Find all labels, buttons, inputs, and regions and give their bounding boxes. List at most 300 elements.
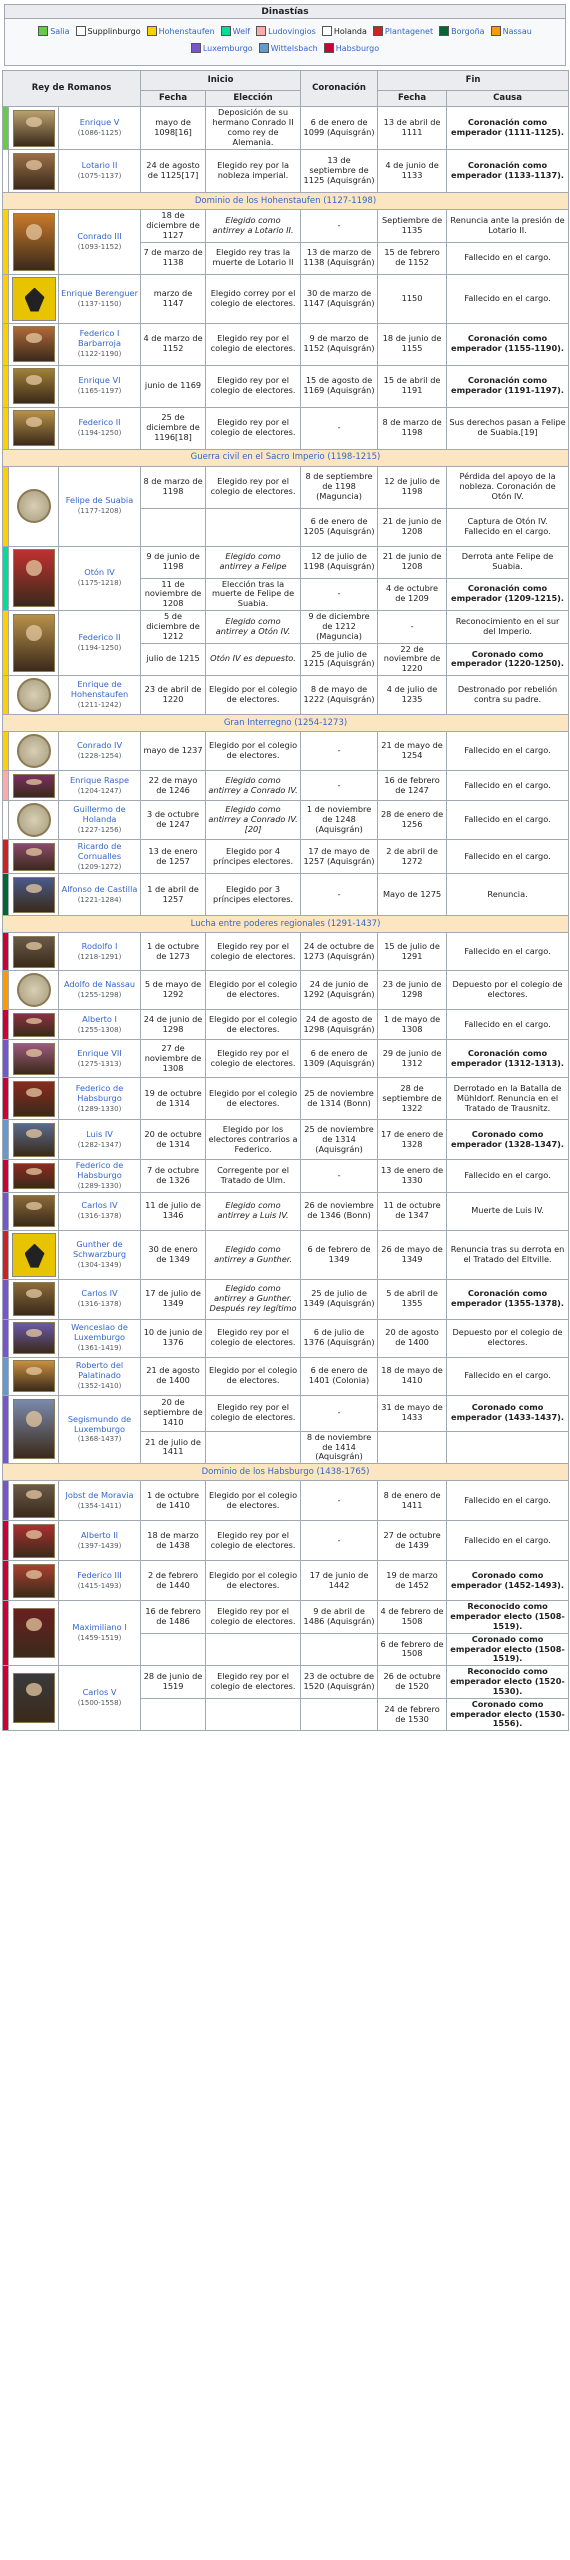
king-name-cell xyxy=(59,1230,141,1279)
election xyxy=(206,1431,301,1464)
end-date: 4 de octubre de 1209 xyxy=(378,578,447,611)
portrait-image xyxy=(17,803,51,837)
portrait-image xyxy=(13,774,55,798)
king-years: (1316-1378) xyxy=(77,1300,122,1309)
election: Elegido por el colegio de electores. xyxy=(206,1357,301,1395)
table-row xyxy=(3,466,569,508)
cause: Reconocido como emperador electo (1520-1530). xyxy=(447,1666,569,1699)
election xyxy=(206,1698,301,1731)
king-name-link[interactable]: Enrique VII xyxy=(77,1047,122,1058)
election: Deposición de su hermano Conrado II como rey de Alemania. xyxy=(206,107,301,150)
end-date xyxy=(378,1431,447,1464)
king-name-link[interactable]: Conrado III xyxy=(77,230,122,241)
end-date: 1 de mayo de 1308 xyxy=(378,1010,447,1040)
table-row xyxy=(3,1040,569,1078)
legend-swatch xyxy=(256,26,266,36)
cause: Fallecido en el cargo. xyxy=(447,242,569,274)
cause: Pérdida del apoyo de la nobleza. Coronación de Otón IV. xyxy=(447,466,569,508)
portrait-image xyxy=(17,678,51,712)
start-date: 18 de marzo de 1438 xyxy=(141,1521,206,1561)
king-name-link[interactable]: Alberto I xyxy=(82,1013,117,1024)
coronation: 6 de enero de 1099 (Aquisgrán) xyxy=(301,107,378,150)
king-name-cell xyxy=(59,1666,141,1731)
legend-title: Dinastías xyxy=(5,5,565,19)
legend-item[interactable] xyxy=(324,40,379,57)
king-name-link[interactable]: Otón IV xyxy=(84,567,115,578)
election: Elegido rey por el colegio de electores. xyxy=(206,1666,301,1699)
start-date xyxy=(141,508,206,546)
portrait-cell xyxy=(9,611,59,676)
coronation: 17 de junio de 1442 xyxy=(301,1561,378,1601)
king-name-link[interactable]: Rodolfo I xyxy=(81,940,118,951)
coronation: 1 de noviembre de 1248 (Aquisgrán) xyxy=(301,801,378,840)
start-date: 10 de junio de 1376 xyxy=(141,1319,206,1357)
election: Elegido por los electores contrarios a Federico. xyxy=(206,1120,301,1160)
cause xyxy=(447,1431,569,1464)
king-name-link[interactable]: Ricardo de Cornualles xyxy=(77,840,122,861)
header-coronacion: Coronación xyxy=(301,71,378,107)
election: Elegido rey por el colegio de electores. xyxy=(206,365,301,407)
king-name-cell xyxy=(59,466,141,546)
legend-label: Nassau xyxy=(502,27,532,36)
start-date: 8 de marzo de 1198 xyxy=(141,466,206,508)
election xyxy=(206,1633,301,1666)
start-date xyxy=(141,1633,206,1666)
portrait-cell xyxy=(9,1666,59,1731)
section-title[interactable]: Guerra civil en el Sacro Imperio (1198-1215) xyxy=(3,449,569,466)
header-eleccion: Elección xyxy=(206,91,301,107)
king-name-link[interactable]: Enrique VI xyxy=(78,375,121,386)
coronation: 6 de enero de 1309 (Aquisgrán) xyxy=(301,1040,378,1078)
end-date: 4 de julio de 1235 xyxy=(378,676,447,715)
cause: Fallecido en el cargo. xyxy=(447,933,569,971)
portrait-cell xyxy=(9,971,59,1010)
portrait-cell xyxy=(9,1561,59,1601)
election: Elegido como antirrey a Felipe xyxy=(206,546,301,578)
king-name-cell xyxy=(59,1120,141,1160)
legend-item[interactable] xyxy=(221,23,250,40)
king-years: (1086-1125) xyxy=(77,129,122,137)
election: Elegido correy por el colegio de electores. xyxy=(206,274,301,323)
coronation: 23 de octubre de 1520 (Aquisgrán) xyxy=(301,1666,378,1699)
legend-label: Borgoña xyxy=(451,27,485,36)
cause: Coronado como emperador electo (1508-1519). xyxy=(447,1633,569,1666)
portrait-cell xyxy=(9,274,59,323)
portrait-cell xyxy=(9,150,59,193)
election: Elegido por el colegio de electores. xyxy=(206,1078,301,1120)
legend-item[interactable] xyxy=(439,23,484,40)
legend-swatch xyxy=(373,26,383,36)
legend-label: Holanda xyxy=(333,27,367,36)
table-row xyxy=(3,933,569,971)
portrait-cell xyxy=(9,1040,59,1078)
legend-item xyxy=(322,23,367,40)
portrait-image xyxy=(13,153,55,190)
coronation: - xyxy=(301,1395,378,1431)
legend-item[interactable] xyxy=(38,23,69,40)
king-name-link[interactable]: Luis IV xyxy=(86,1128,113,1139)
king-name-link[interactable]: Wenceslao de Luxemburgo xyxy=(71,1322,128,1343)
portrait-cell xyxy=(9,1279,59,1319)
table-row xyxy=(3,874,569,916)
election: Elegido por 4 príncipes electores. xyxy=(206,840,301,874)
cause: Fallecido en el cargo. xyxy=(447,1521,569,1561)
cause: Renuncia. xyxy=(447,874,569,916)
cause: Fallecido en el cargo. xyxy=(447,771,569,801)
header-fecha-inicio: Fecha xyxy=(141,91,206,107)
coronation: 26 de noviembre de 1346 (Bonn) xyxy=(301,1192,378,1230)
end-date: 12 de julio de 1198 xyxy=(378,466,447,508)
start-date: 7 de marzo de 1138 xyxy=(141,242,206,274)
king-name-link[interactable]: Enrique V xyxy=(79,117,120,128)
start-date: 18 de diciembre de 1127 xyxy=(141,210,206,243)
king-name-link[interactable]: Alfonso de Castilla xyxy=(61,883,138,894)
end-date: 1150 xyxy=(378,274,447,323)
portrait-cell xyxy=(9,840,59,874)
kings-table xyxy=(2,70,569,1731)
table-row xyxy=(3,1601,569,1634)
cause: Coronación como emperador (1355-1378). xyxy=(447,1279,569,1319)
king-name-link[interactable]: Federico II xyxy=(78,417,121,428)
section-row xyxy=(3,193,569,210)
coronation: 6 de febrero de 1349 xyxy=(301,1230,378,1279)
cause: Renuncia tras su derrota en el Tratado del Eltville. xyxy=(447,1230,569,1279)
legend-swatch xyxy=(38,26,48,36)
king-name-cell xyxy=(59,874,141,916)
portrait-image xyxy=(13,1564,55,1598)
king-name-link[interactable]: Maximiliano I xyxy=(72,1622,127,1633)
cause: Sus derechos pasan a Felipe de Suabia.[19] xyxy=(447,407,569,449)
king-name-cell xyxy=(59,1521,141,1561)
king-name-link[interactable]: Gunther de Schwarzburg xyxy=(72,1238,127,1259)
start-date: 21 de agosto de 1400 xyxy=(141,1357,206,1395)
king-name-link[interactable]: Guillermo de Holanda xyxy=(73,804,126,825)
legend-label: Hohenstaufen xyxy=(158,27,215,36)
king-years: (1194-1250) xyxy=(77,429,122,438)
king-name-link[interactable]: Enrique Berenguer xyxy=(61,287,138,298)
end-date: 22 de noviembre de 1220 xyxy=(378,643,447,676)
coronation: 17 de mayo de 1257 (Aquisgrán) xyxy=(301,840,378,874)
king-name-link[interactable]: Enrique de Hohenstaufen xyxy=(70,679,129,700)
king-name-cell xyxy=(59,1319,141,1357)
portrait-image xyxy=(17,973,51,1007)
king-name-cell xyxy=(59,365,141,407)
king-name-link[interactable]: Enrique Raspe xyxy=(69,774,130,785)
portrait-image xyxy=(13,1123,55,1157)
portrait-cell xyxy=(9,1481,59,1521)
king-name-cell xyxy=(59,1395,141,1464)
king-name-link[interactable]: Carlos IV xyxy=(81,1200,118,1211)
election: Elegido rey por el colegio de electores. xyxy=(206,407,301,449)
legend-swatch xyxy=(491,26,501,36)
king-name-link[interactable]: Conrado IV xyxy=(76,740,123,751)
portrait-cell xyxy=(9,874,59,916)
king-years: (1500-1558) xyxy=(77,1699,122,1708)
king-name-link[interactable]: Carlos IV xyxy=(81,1288,118,1299)
election: Elegido como antirrey a Otón IV. xyxy=(206,611,301,644)
king-years: (1211-1242) xyxy=(77,701,122,710)
start-date: 27 de noviembre de 1308 xyxy=(141,1040,206,1078)
coronation: - xyxy=(301,771,378,801)
election: Elegido como antirrey a Lotario II. xyxy=(206,210,301,243)
legend-label: Welf xyxy=(232,27,251,36)
legend-label: Ludovingios xyxy=(268,27,316,36)
portrait-image xyxy=(13,1399,55,1459)
portrait-image xyxy=(17,734,51,768)
king-name-link[interactable]: Alberto II xyxy=(80,1529,119,1540)
table-row xyxy=(3,1010,569,1040)
cause: Coronación como emperador (1133-1137). xyxy=(447,150,569,193)
legend-item xyxy=(76,23,141,40)
cause: Coronado como emperador (1433-1437). xyxy=(447,1395,569,1431)
table-row xyxy=(3,1192,569,1230)
king-years: (1282-1347) xyxy=(77,1140,122,1149)
header-fecha-fin: Fecha xyxy=(378,91,447,107)
start-date: mayo de 1098[16] xyxy=(141,107,206,150)
coronation: 25 de julio de 1349 (Aquisgrán) xyxy=(301,1279,378,1319)
legend-swatch xyxy=(324,43,334,53)
portrait-cell xyxy=(9,210,59,275)
king-name-link[interactable]: Roberto del Palatinado xyxy=(75,1360,124,1381)
portrait-image xyxy=(13,1043,55,1075)
coronation: 13 de marzo de 1138 (Aquisgrán) xyxy=(301,242,378,274)
cause: Coronado como emperador (1328-1347). xyxy=(447,1120,569,1160)
legend-item[interactable] xyxy=(259,40,318,57)
table-row xyxy=(3,274,569,323)
coronation: 6 de enero de 1401 (Colonia) xyxy=(301,1357,378,1395)
end-date: 21 de mayo de 1254 xyxy=(378,732,447,771)
cause: Fallecido en el cargo. xyxy=(447,1010,569,1040)
table-row xyxy=(3,771,569,801)
section-title[interactable]: Dominio de los Habsburgo (1438-1765) xyxy=(3,1464,569,1481)
end-date: 17 de enero de 1328 xyxy=(378,1120,447,1160)
end-date: 8 de enero de 1411 xyxy=(378,1481,447,1521)
cause: Derrotado en la Batalla de Mühldorf. Renuncia en el Tratado de Trausnitz. xyxy=(447,1078,569,1120)
coronation: - xyxy=(301,1521,378,1561)
king-years: (1122-1190) xyxy=(77,349,122,358)
table-row xyxy=(3,971,569,1010)
end-date: 18 de mayo de 1410 xyxy=(378,1357,447,1395)
king-name-cell xyxy=(59,771,141,801)
end-date: 24 de febrero de 1530 xyxy=(378,1698,447,1731)
king-name-cell xyxy=(59,546,141,611)
king-name-cell xyxy=(59,1192,141,1230)
cause: Coronado como emperador electo (1530-1556). xyxy=(447,1698,569,1731)
king-years: (1255-1298) xyxy=(77,991,122,1000)
king-name-cell xyxy=(59,1160,141,1193)
portrait-image xyxy=(13,549,55,607)
portrait-cell xyxy=(9,365,59,407)
king-years: (1289-1330) xyxy=(77,1104,122,1113)
king-name-link[interactable]: Segismundo de Luxemburgo xyxy=(67,1413,132,1434)
table-row xyxy=(3,150,569,193)
king-name-link[interactable]: Federico I Barbarroja xyxy=(78,328,121,349)
legend-item[interactable] xyxy=(256,23,316,40)
start-date: 16 de febrero de 1486 xyxy=(141,1601,206,1634)
election: Elegido rey por el colegio de electores. xyxy=(206,1601,301,1634)
legend-swatch xyxy=(76,26,86,36)
end-date: Septiembre de 1135 xyxy=(378,210,447,243)
coronation: - xyxy=(301,874,378,916)
election: Elegido rey tras la muerte de Lotario II xyxy=(206,242,301,274)
cause: Captura de Otón IV. Fallecido en el cargo. xyxy=(447,508,569,546)
king-years: (1177-1208) xyxy=(77,507,122,516)
king-years: (1255-1308) xyxy=(77,1025,122,1034)
table-row xyxy=(3,732,569,771)
section-row xyxy=(3,449,569,466)
legend-label: Plantagenet xyxy=(384,27,434,36)
end-date: 15 de julio de 1291 xyxy=(378,933,447,971)
legend-item[interactable] xyxy=(191,40,253,57)
king-name-link[interactable]: Jobst de Moravia xyxy=(65,1489,134,1500)
start-date: 4 de marzo de 1152 xyxy=(141,323,206,365)
portrait-cell xyxy=(9,407,59,449)
end-date: 16 de febrero de 1247 xyxy=(378,771,447,801)
portrait-cell xyxy=(9,1319,59,1357)
start-date: 5 de mayo de 1292 xyxy=(141,971,206,1010)
election: Elección tras la muerte de Felipe de Suabia. xyxy=(206,578,301,611)
election: Elegido por el colegio de electores. xyxy=(206,971,301,1010)
coronation: 30 de marzo de 1147 (Aquisgrán) xyxy=(301,274,378,323)
king-name-cell xyxy=(59,1010,141,1040)
portrait-cell xyxy=(9,1120,59,1160)
king-years: (1397-1439) xyxy=(77,1541,122,1550)
portrait-image xyxy=(17,489,51,523)
king-name-link[interactable]: Felipe de Suabia xyxy=(65,495,134,506)
king-name-link[interactable]: Federico II xyxy=(78,632,121,643)
start-date: 1 de octubre de 1273 xyxy=(141,933,206,971)
coronation: 25 de noviembre de 1314 (Aquisgrán) xyxy=(301,1120,378,1160)
coronation: 13 de septiembre de 1125 (Aquisgrán) xyxy=(301,150,378,193)
election: Elegido como antirrey a Gunther. xyxy=(206,1230,301,1279)
portrait-cell xyxy=(9,1160,59,1193)
election: Elegido por el colegio de electores. xyxy=(206,1561,301,1601)
king-name-cell xyxy=(59,323,141,365)
end-date: 21 de junio de 1208 xyxy=(378,508,447,546)
start-date: 23 de abril de 1220 xyxy=(141,676,206,715)
election: Elegido por 3 príncipes electores. xyxy=(206,874,301,916)
king-name-cell xyxy=(59,1561,141,1601)
election: Elegido rey por el colegio de electores. xyxy=(206,1319,301,1357)
election: Elegido por el colegio de electores. xyxy=(206,732,301,771)
table-row xyxy=(3,210,569,243)
portrait-image xyxy=(13,1322,55,1354)
start-date: 28 de junio de 1519 xyxy=(141,1666,206,1699)
portrait-cell xyxy=(9,107,59,150)
election: Elegido como antirrey a Conrado IV. xyxy=(206,771,301,801)
table-row xyxy=(3,1319,569,1357)
coronation: 8 de septiembre de 1198 (Maguncia) xyxy=(301,466,378,508)
legend-item[interactable] xyxy=(373,23,433,40)
election: Elegido por el colegio de electores. xyxy=(206,676,301,715)
portrait-cell xyxy=(9,676,59,715)
legend-swatch xyxy=(191,43,201,53)
king-name-link[interactable]: Lotario II xyxy=(81,160,118,171)
king-name-link[interactable]: Federico de Habsburgo xyxy=(75,1082,124,1103)
portrait-cell xyxy=(9,1078,59,1120)
king-years: (1415-1493) xyxy=(77,1581,122,1590)
portrait-image xyxy=(13,326,55,362)
end-date: 26 de octubre de 1520 xyxy=(378,1666,447,1699)
start-date: 22 de mayo de 1246 xyxy=(141,771,206,801)
king-name-link[interactable]: Adolfo de Nassau xyxy=(63,979,136,990)
section-title[interactable]: Gran Interregno (1254-1273) xyxy=(3,715,569,732)
table-row xyxy=(3,365,569,407)
table-row xyxy=(3,1481,569,1521)
section-title[interactable]: Lucha entre poderes regionales (1291-1437) xyxy=(3,916,569,933)
start-date: 7 de octubre de 1326 xyxy=(141,1160,206,1193)
legend-item[interactable] xyxy=(491,23,532,40)
legend-swatch xyxy=(322,26,332,36)
start-date: 1 de octubre de 1410 xyxy=(141,1481,206,1521)
cause: Coronado como emperador (1220-1250). xyxy=(447,643,569,676)
legend-item[interactable] xyxy=(147,23,215,40)
end-date: 20 de agosto de 1400 xyxy=(378,1319,447,1357)
coronation xyxy=(301,1633,378,1666)
section-title[interactable]: Dominio de los Hohenstaufen (1127-1198) xyxy=(3,193,569,210)
king-name-link[interactable]: Carlos V xyxy=(82,1687,117,1698)
king-years: (1304-1349) xyxy=(77,1260,122,1269)
end-date: 8 de marzo de 1198 xyxy=(378,407,447,449)
election: Elegido por el colegio de electores. xyxy=(206,1010,301,1040)
king-name-link[interactable]: Federico de Habsburgo xyxy=(75,1160,124,1180)
start-date: julio de 1215 xyxy=(141,643,206,676)
cause: Fallecido en el cargo. xyxy=(447,1481,569,1521)
king-years: (1204-1247) xyxy=(77,786,122,795)
election: Elegido rey por el colegio de electores. xyxy=(206,1040,301,1078)
coronation: 24 de octubre de 1273 (Aquisgrán) xyxy=(301,933,378,971)
king-name-cell xyxy=(59,840,141,874)
king-name-cell xyxy=(59,1601,141,1666)
coronation: - xyxy=(301,578,378,611)
header-fin: Fin xyxy=(378,71,569,91)
king-name-link[interactable]: Federico III xyxy=(77,1569,122,1580)
cause: Fallecido en el cargo. xyxy=(447,732,569,771)
section-row xyxy=(3,1464,569,1481)
start-date: 20 de septiembre de 1410 xyxy=(141,1395,206,1431)
coronation: 24 de junio de 1292 (Aquisgrán) xyxy=(301,971,378,1010)
legend-label: Wittelsbach xyxy=(270,44,318,53)
header-rey: Rey de Romanos xyxy=(3,71,141,107)
king-years: (1316-1378) xyxy=(77,1212,122,1221)
cause: Fallecido en el cargo. xyxy=(447,1357,569,1395)
table-row xyxy=(3,801,569,840)
start-date: 5 de diciembre de 1212 xyxy=(141,611,206,644)
end-date: 13 de enero de 1330 xyxy=(378,1160,447,1193)
portrait-cell xyxy=(9,1192,59,1230)
portrait-cell xyxy=(9,466,59,546)
legend-items xyxy=(5,19,565,57)
end-date: Mayo de 1275 xyxy=(378,874,447,916)
election: Elegido rey por el colegio de electores. xyxy=(206,466,301,508)
king-name-cell xyxy=(59,407,141,449)
cause: Fallecido en el cargo. xyxy=(447,1160,569,1193)
table-row xyxy=(3,1279,569,1319)
portrait-image xyxy=(13,1282,55,1316)
portrait-image xyxy=(13,1608,55,1658)
start-date: 11 de julio de 1346 xyxy=(141,1192,206,1230)
start-date: junio de 1169 xyxy=(141,365,206,407)
king-years: (1209-1272) xyxy=(77,862,122,871)
portrait-image xyxy=(13,1360,55,1392)
legend-swatch xyxy=(147,26,157,36)
start-date: 24 de agosto de 1125[17] xyxy=(141,150,206,193)
legend-swatch xyxy=(259,43,269,53)
start-date: 30 de enero de 1349 xyxy=(141,1230,206,1279)
king-name-cell xyxy=(59,611,141,676)
table-row xyxy=(3,840,569,874)
election: Elegido rey por el colegio de electores. xyxy=(206,1521,301,1561)
